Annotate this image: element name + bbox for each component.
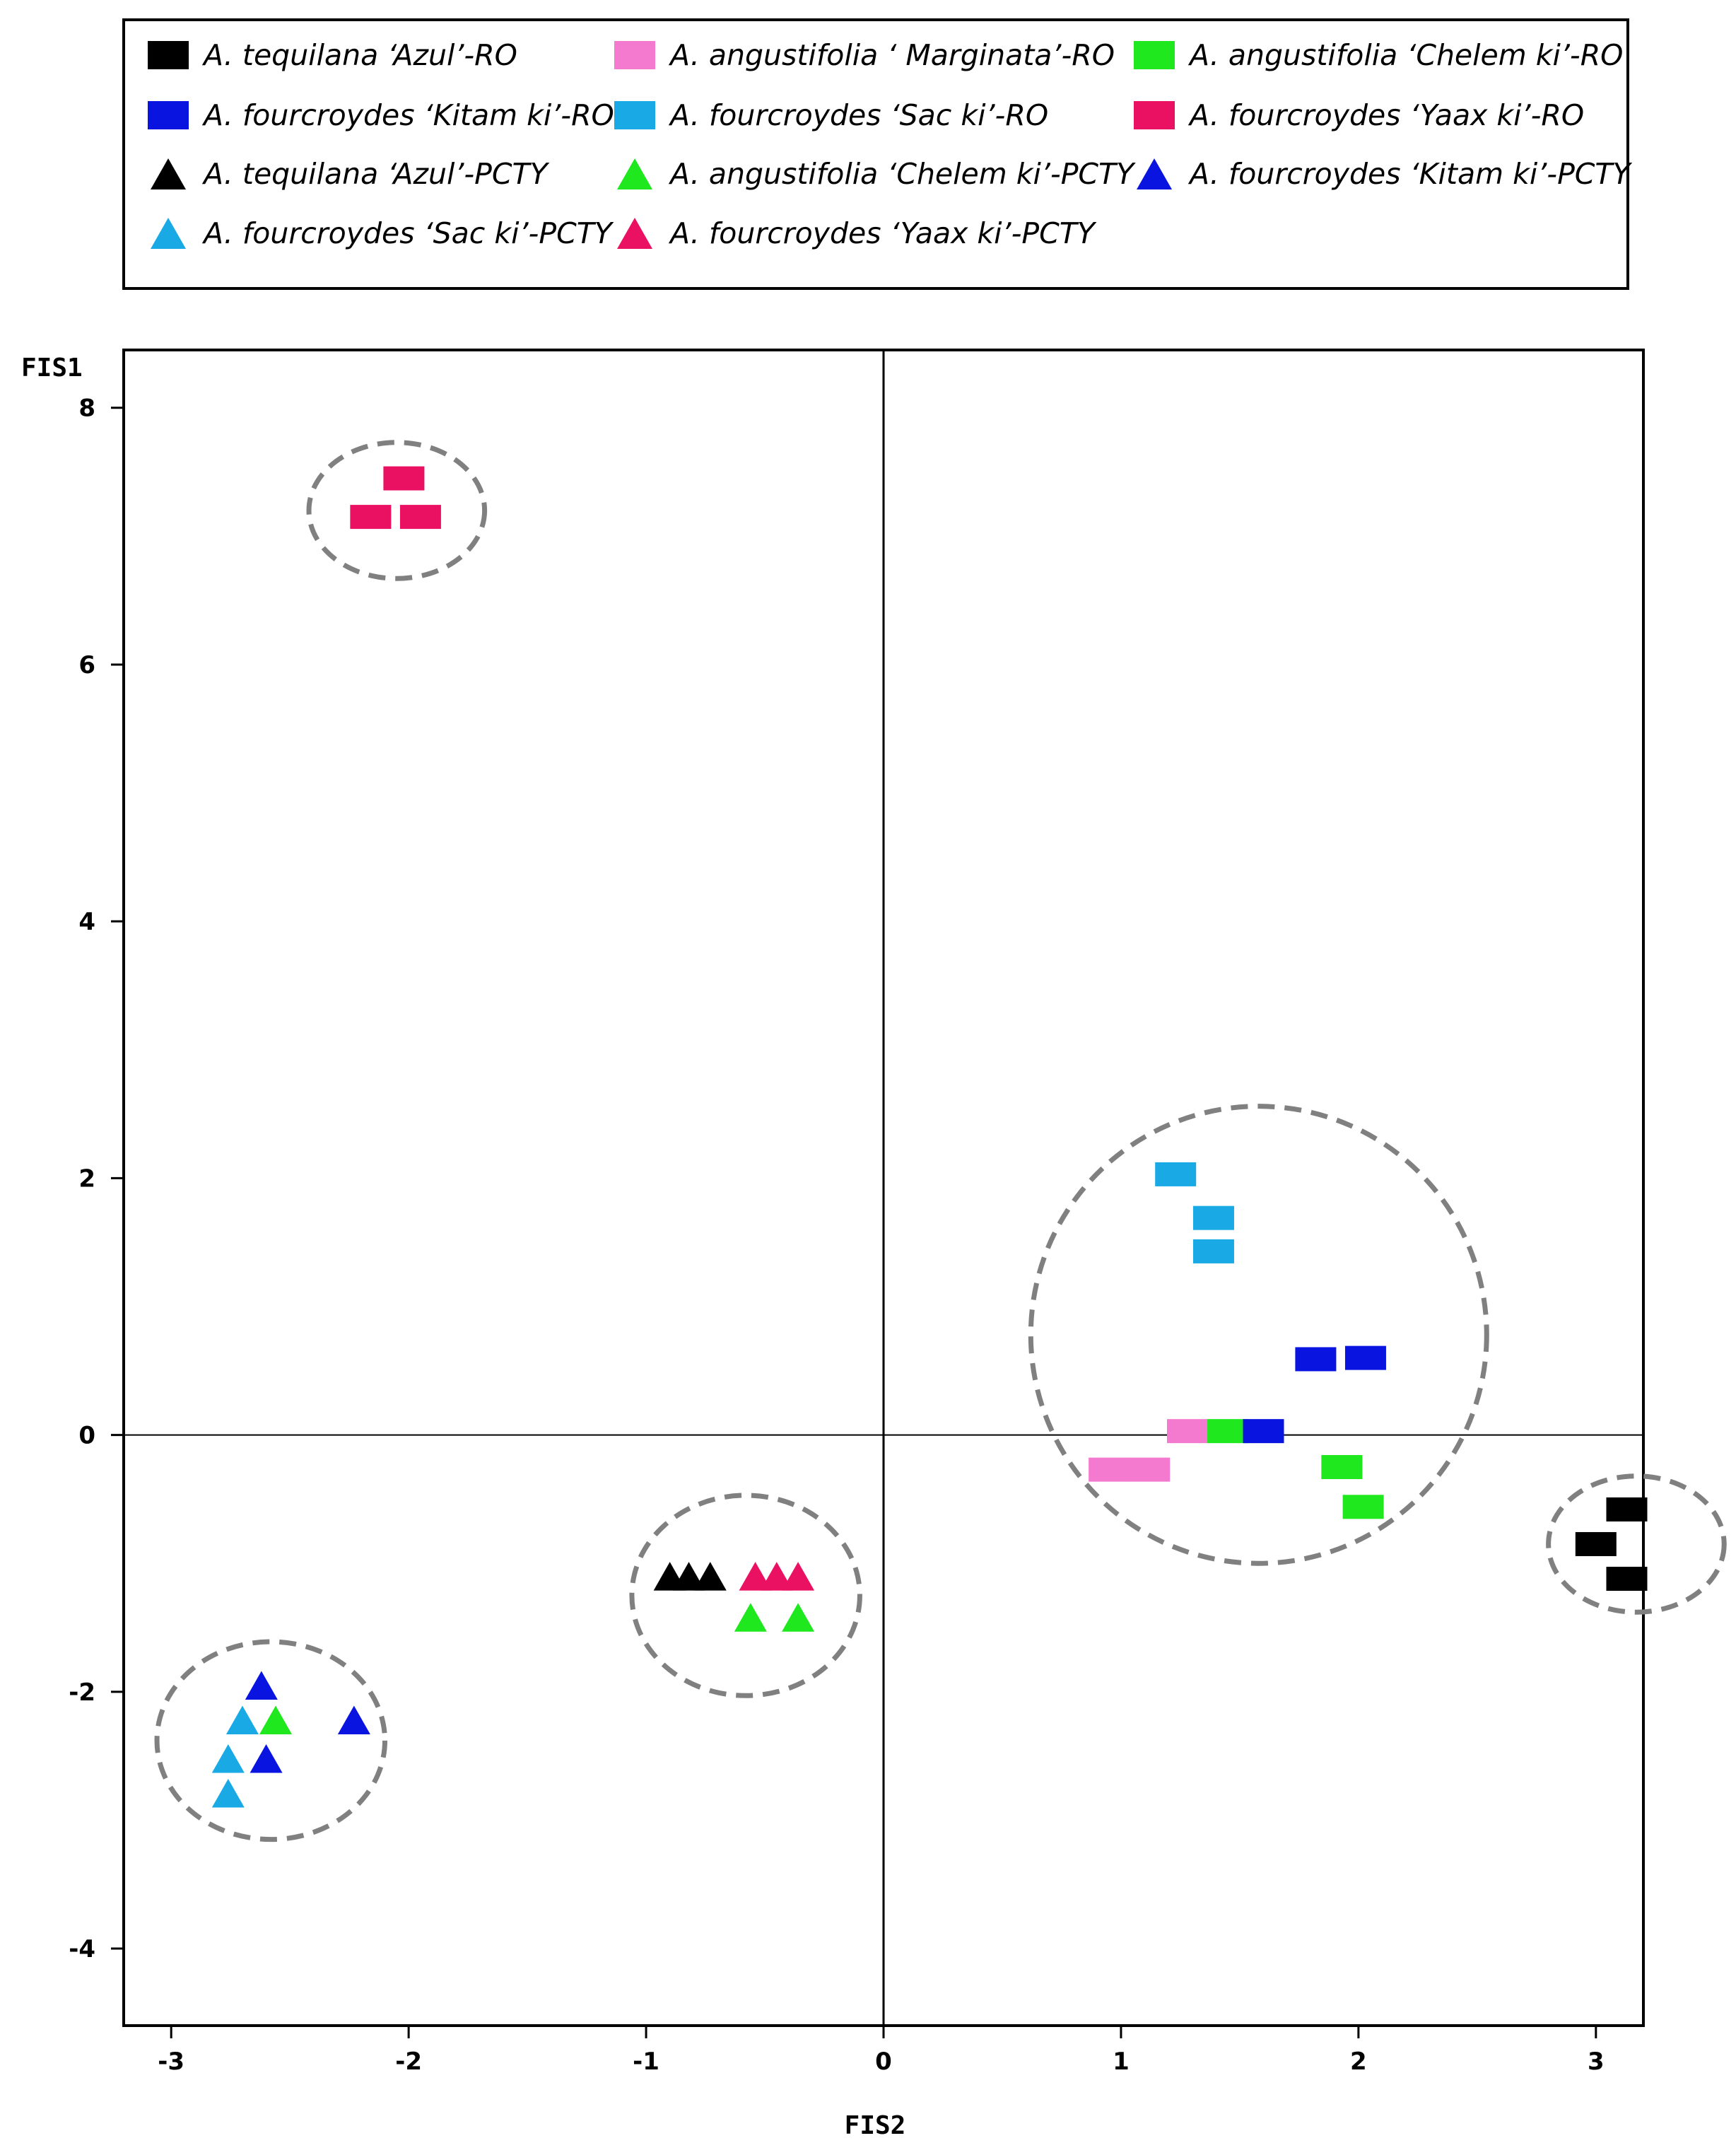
legend-item [151, 157, 550, 191]
legend-label: A. fourcroydes ‘Kitam ki’-PCTY [1190, 157, 1631, 191]
legend-square-icon [1134, 101, 1175, 129]
legend-item [614, 98, 1048, 132]
x-tick-label: 2 [1350, 2048, 1367, 2076]
data-point-triangle [782, 1562, 814, 1590]
data-point-square [350, 505, 391, 529]
data-points [212, 467, 1648, 1808]
legend-item [1134, 98, 1584, 132]
data-point-triangle [245, 1671, 278, 1699]
x-tick-label: 0 [875, 2048, 892, 2076]
data-point-square [1089, 1458, 1130, 1482]
x-tick-label: 3 [1587, 2048, 1605, 2076]
legend-item [1137, 157, 1632, 191]
data-point-square [1207, 1419, 1248, 1443]
legend-label: A. angustifolia ‘Chelem ki’-PCTY [670, 157, 1134, 191]
legend-item [151, 216, 614, 250]
data-point-triangle [250, 1744, 283, 1773]
legend-label: A. angustifolia ‘ Marginata’-RO [670, 38, 1115, 72]
y-tick-label: 6 [78, 650, 95, 679]
legend-label: A. fourcroydes ‘Kitam ki’-RO [204, 98, 614, 132]
y-tick-label: 8 [78, 394, 95, 423]
legend-square-icon [614, 101, 655, 129]
data-point-triangle [734, 1603, 767, 1631]
x-tick-label: -3 [158, 2048, 185, 2076]
cluster-ellipse [632, 1495, 860, 1695]
legend-item [148, 98, 614, 132]
y-tick-label: 4 [78, 908, 95, 937]
legend-label: A. tequilana ‘Azul’-RO [204, 38, 517, 72]
data-point-triangle [782, 1603, 814, 1631]
legend-square-icon [1134, 41, 1175, 69]
x-tick-label: -2 [395, 2048, 423, 2076]
data-point-square [1167, 1419, 1208, 1443]
y-tick-label: -2 [69, 1678, 95, 1707]
legend-item [1134, 38, 1623, 72]
x-tick-label: -1 [633, 2048, 659, 2076]
data-point-triangle [259, 1706, 292, 1734]
y-tick-label: 0 [78, 1421, 95, 1450]
legend-square-icon [148, 101, 189, 129]
cluster-ellipse [1031, 1106, 1486, 1564]
data-point-square [1295, 1347, 1336, 1371]
x-tick-label: 1 [1113, 2048, 1130, 2076]
data-point-triangle [226, 1706, 259, 1734]
data-point-triangle [212, 1744, 245, 1773]
data-point-square [1606, 1497, 1647, 1522]
legend-square-icon [614, 41, 655, 69]
data-point-square [1155, 1162, 1196, 1186]
legend-square-icon [148, 41, 189, 69]
data-point-triangle [694, 1562, 727, 1590]
cluster-ellipse [157, 1642, 385, 1840]
legend-item [617, 157, 1136, 191]
legend-label: A. tequilana ‘Azul’-PCTY [204, 157, 548, 191]
data-point-square [400, 505, 441, 529]
data-point-triangle [212, 1779, 245, 1807]
data-point-square [1193, 1239, 1234, 1263]
cluster-ellipses [157, 443, 1724, 1840]
y-axis-label: FIS1 [21, 354, 83, 382]
data-point-square [1576, 1532, 1617, 1556]
data-point-square [383, 467, 424, 491]
legend-label: A. fourcroydes ‘Yaax ki’-PCTY [670, 216, 1095, 250]
y-tick-label: 2 [78, 1164, 95, 1193]
legend-label: A. fourcroydes ‘Yaax ki’-RO [1190, 98, 1585, 132]
cluster-ellipse [1549, 1476, 1725, 1613]
axes [69, 350, 1643, 2076]
data-point-square [1243, 1419, 1284, 1443]
cluster-ellipse [309, 443, 485, 579]
data-point-square [1606, 1567, 1647, 1591]
legend-label: A. fourcroydes ‘Sac ki’-RO [670, 98, 1049, 132]
data-point-square [1343, 1495, 1384, 1519]
data-point-square [1345, 1346, 1386, 1370]
legend-label: A. fourcroydes ‘Sac ki’-PCTY [204, 216, 612, 250]
legend-item [617, 216, 1097, 250]
legend-label: A. angustifolia ‘Chelem ki’-RO [1190, 38, 1624, 72]
data-point-square [1193, 1206, 1234, 1230]
y-tick-label: -4 [69, 1935, 95, 1964]
data-point-square [1129, 1458, 1170, 1482]
data-point-triangle [338, 1706, 370, 1734]
legend-item [614, 38, 1115, 72]
data-point-square [1321, 1455, 1362, 1479]
x-axis-label: FIS2 [844, 2111, 906, 2140]
legend-item [148, 38, 517, 72]
